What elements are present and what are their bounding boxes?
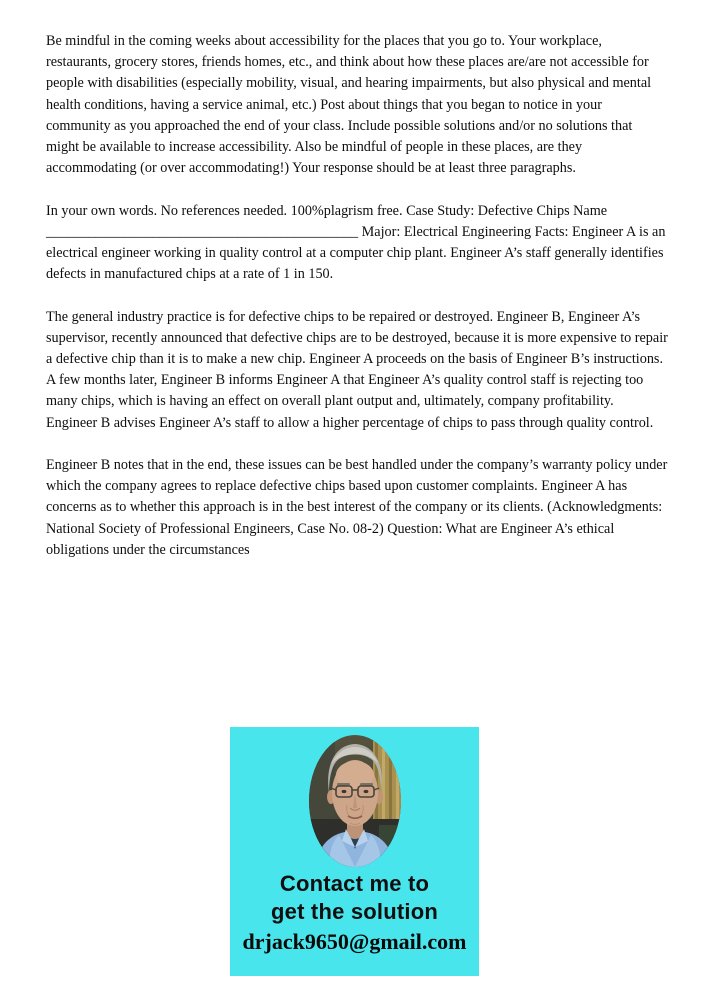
contact-promo-card: [230, 727, 479, 976]
promo-heading-line1: Contact me to: [279, 871, 430, 896]
paragraph-case-study-facts: The general industry practice is for defective chips to be repaired or destroyed. Engineer B, Engineer A’s supervisor, recently announced that defective chips are to be destroyed, because it is more expensive to repair a defective chip than it is to make a new chip. Engineer A proceeds on the basis of Engineer B’s instructions. A few months later, Engineer B informs Engineer A that Engineer A’s quality control staff is rejecting too many chips, which is having an effect on overall plant output and, ultimately, company profitability. Engineer B advises Engineer A’s staff to allow a higher percentage of chips to pass through quality control.: [46, 308, 668, 431]
promo-email: drjack9650@gmail.com: [242, 929, 467, 954]
promo-heading: [271, 870, 438, 926]
paragraph-case-study-question: Engineer B notes that in the end, these issues can be best handled under the company’s warranty policy under which the company agrees to replace defective chips based upon customer complaints. Engineer A has concerns as to whether this approach is in the best interest of the company or its clients. (Acknowledgments: National Society of Professional Engineers, Case No. 08-2) Question: What are Engineer A’s ethical obligations under the circumstances: [46, 457, 668, 558]
paragraph-case-study-intro: In your own words. No references needed. 100%plagrism free. Case Study: Defective Chips Name ____________________________________________ Major: Electrical Engineering Facts: Engineer A is an electrical engineer working in quality control at a computer chip plant. Engineer A’s staff generally identifies defects in manufactured chips at a rate of 1 in 150.: [46, 202, 666, 283]
promo-heading-line2: get the solution: [271, 899, 438, 924]
document-body: [46, 31, 668, 582]
tutor-photo: [309, 735, 401, 867]
paragraph-assignment-prompt: Be mindful in the coming weeks about accessibility for the places that you go to. Your workplace, restaurants, grocery stores, friends homes, etc., and think about how these places are/are not accessible for people with disabilities (especially mobility, visual, and hearing impairments, but also physical and mental health conditions, having a service animal, etc.) Post about things that you began to notice in your community as you approached the end of your class. Include possible solutions and/or no solutions that might be available to increase accessibility. Also be mindful of people in these places, are they accommodating (or over accommodating!) Your response should be at least three paragraphs.: [46, 33, 652, 177]
